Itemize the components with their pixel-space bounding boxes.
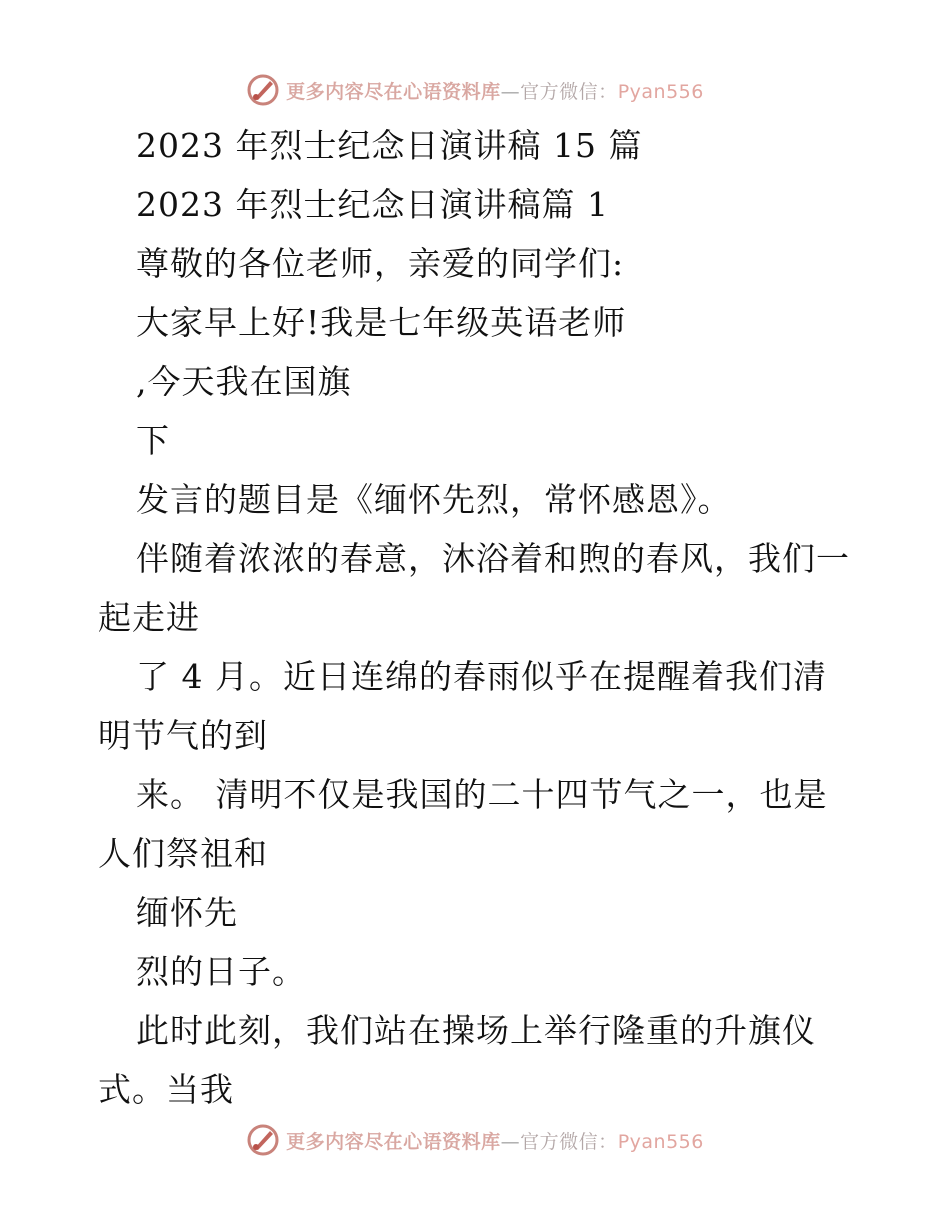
text-line: 式。当我 — [98, 1070, 234, 1109]
text-line: 大家早上好!我是七年级英语老师 — [136, 303, 627, 342]
header-watermark — [0, 70, 950, 110]
text-line: 发言的题目是《缅怀先烈，常怀感恩》。 — [136, 480, 732, 519]
text-line: 烈的日子。 — [136, 952, 306, 991]
text-line: 来。 清明不仅是我国的二十四节气之一，也是 — [136, 775, 828, 814]
text-line: 明节气的到 — [98, 716, 268, 755]
text-line: ,今天我在国旗 — [136, 362, 352, 401]
text-line: 起走进 — [98, 598, 200, 637]
text-line: 下 — [136, 421, 170, 460]
document-body — [98, 116, 858, 1119]
footer-watermark — [0, 1120, 950, 1160]
text-line: 了 4 月。近日连绵的春雨似乎在提醒着我们清 — [136, 657, 827, 696]
watermark-text: 更多内容尽在心语资料库—官方微信：Pyan556 — [286, 1130, 704, 1153]
text-line: 缅怀先 — [136, 893, 238, 932]
watermark-text: 更多内容尽在心语资料库—官方微信：Pyan556 — [286, 80, 704, 103]
quill-logo-icon — [246, 73, 280, 107]
text-line: 尊敬的各位老师，亲爱的同学们: — [136, 244, 625, 283]
text-line: 人们祭祖和 — [98, 834, 268, 873]
quill-logo-icon — [246, 1123, 280, 1157]
text-line: 此时此刻，我们站在操场上举行隆重的升旗仪 — [136, 1011, 816, 1050]
doc-title: 2023 年烈士纪念日演讲稿 15 篇 — [136, 126, 643, 165]
section-heading: 2023 年烈士纪念日演讲稿篇 1 — [136, 185, 609, 224]
text-line: 伴随着浓浓的春意，沐浴着和煦的春风，我们一 — [136, 539, 850, 578]
